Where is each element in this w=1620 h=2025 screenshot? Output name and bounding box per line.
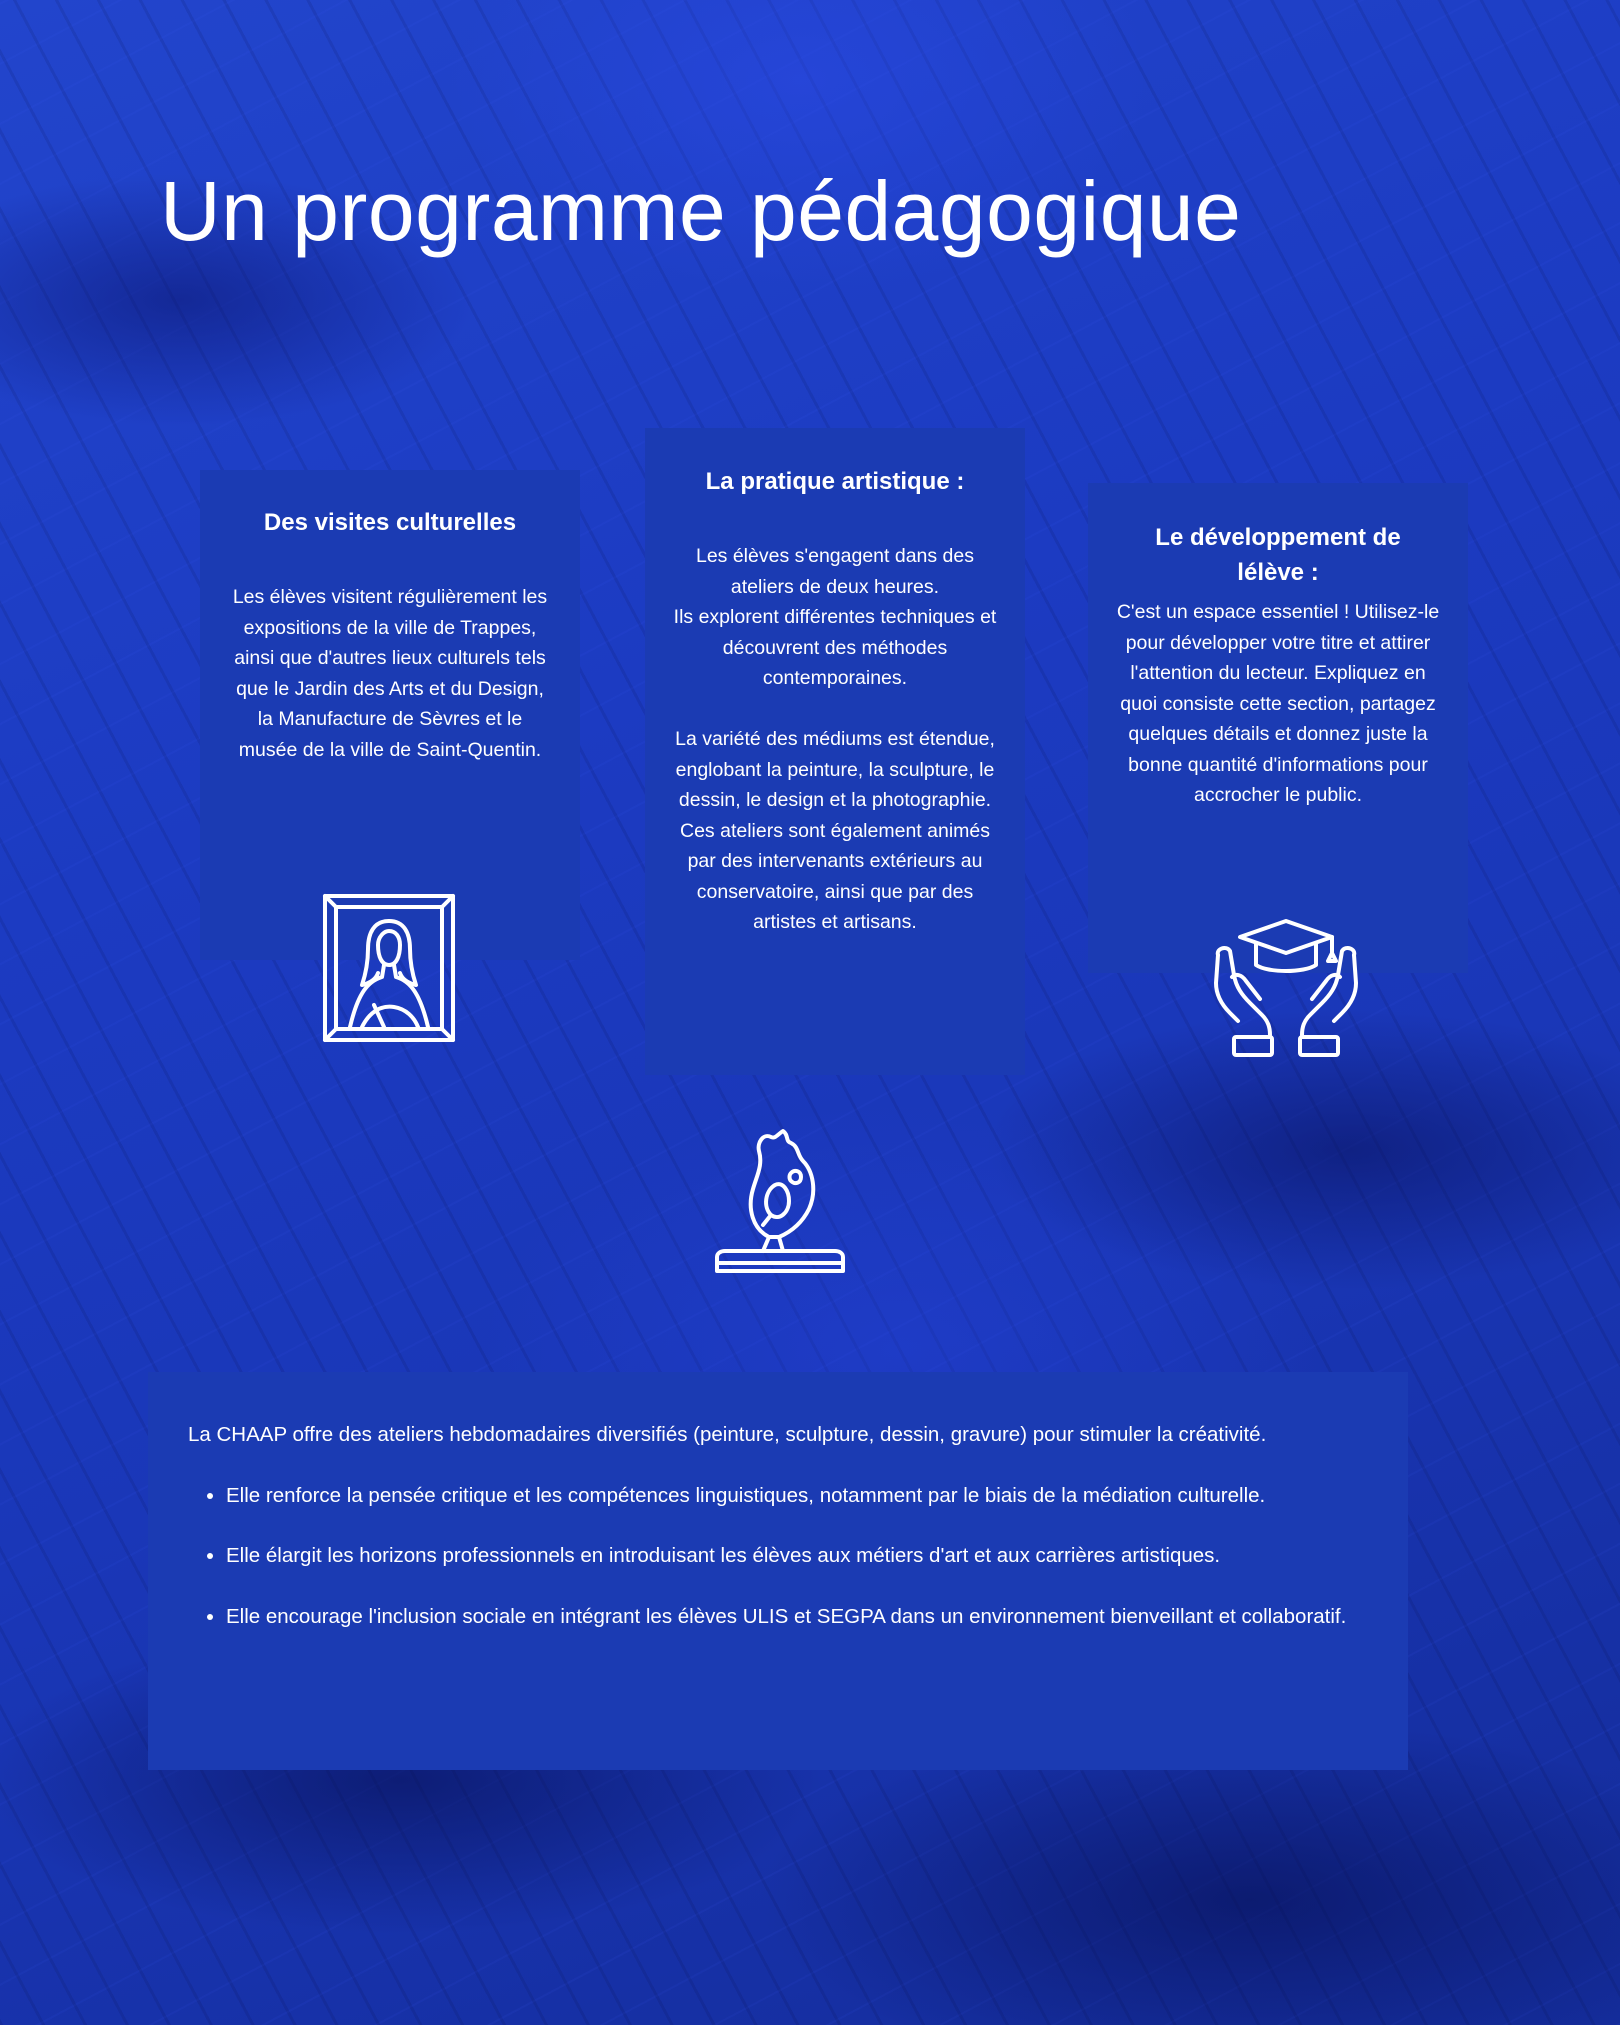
list-item: • Elle élargit les horizons professionnels en introduisant les élèves aux métiers d'art et aux carrières artistiques. (226, 1541, 1368, 1572)
page-title: Un programme pédagogique (160, 164, 1242, 258)
graduation-cap-hands-icon (1212, 915, 1360, 1060)
card-title: Des visites culturelles (263, 509, 517, 536)
card-body: C'est un espace essentiel ! Utilisez-le pour développer votre titre et attirer l'attention du lecteur. Expliquez en quoi consiste cette section, partagez quelques détails et donnez juste la bonne quantité d'informations pour accrocher le public. (1116, 601, 1440, 806)
list-item: • Elle encourage l'inclusion sociale en intégrant les élèves ULIS et SEGPA dans un environnement bienveillant et collaboratif. (226, 1602, 1368, 1633)
sculpture-icon (713, 1125, 847, 1275)
card-body: Les élèves s'engagent dans des ateliers de deux heures. Ils explorent différentes techniques et découvrent des méthodes contemporaines. La variété des médiums est étendue, englobant la peinture, la sculpture, le dessin, le design et la photographie. Ces ateliers sont également animés par des intervenants extérieurs au conservatoire, ainsi que par des artistes et artisans. (673, 545, 997, 933)
summary-panel (148, 1372, 1408, 1770)
card-artistic-practice (645, 428, 1025, 1075)
card-title: La pratique artistique : (705, 468, 965, 495)
card-student-development (1088, 483, 1468, 973)
card-cultural-visits (200, 470, 580, 960)
summary-intro: La CHAAP offre des ateliers hebdomadaires diversifiés (peinture, sculpture, dessin, gravure) pour stimuler la créativité. (188, 1423, 1267, 1446)
card-body: Les élèves visitent régulièrement les expositions de la ville de Trappes, ainsi que d'autres lieux culturels tels que le Jardin des Arts et du Design, la Manufacture de Sèvres et le musée de la ville de Saint-Quentin. (232, 586, 548, 761)
summary-list (188, 1481, 1368, 1633)
list-item: • Elle renforce la pensée critique et les compétences linguistiques, notamment par le biais de la médiation culturelle. (226, 1481, 1368, 1512)
framed-portrait-icon (322, 893, 456, 1043)
card-title: Le développement de lélève : (1155, 524, 1401, 586)
